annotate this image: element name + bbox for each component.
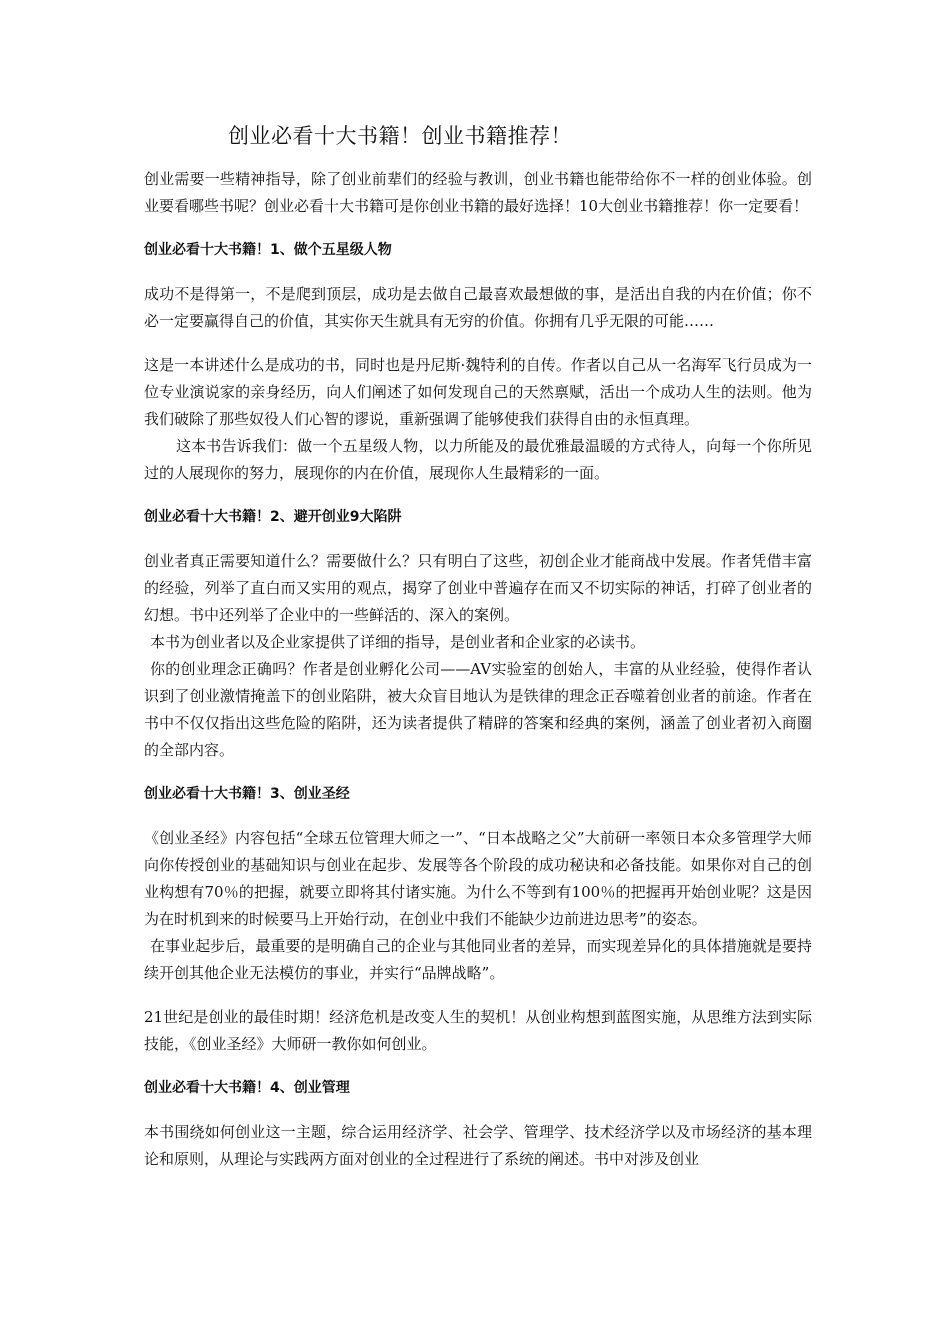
- section-paragraph: 创业者真正需要知道什么？需要做什么？只有明白了这些，初创企业才能商战中发展。作者凭借丰富的经验，列举了直白而又实用的观点，揭穿了创业中普遍存在而又不切实际的神话，打碎了创业者的幻想。书中还列举了企业中的一些鲜活的、深入的案例。: [144, 552, 812, 624]
- section-heading: 创业必看十大书籍！1、做个五星级人物: [144, 242, 392, 258]
- section-paragraph: 成功不是得第一，不是爬到顶层，成功是去做自己最喜欢最想做的事，是活出自我的内在价值；你不必一定要赢得自己的价值，其实你天生就具有无穷的价值。你拥有几乎无限的可能……: [144, 285, 812, 330]
- section-paragraph: 21世纪是创业的最佳时期！经济危机是改变人生的契机！从创业构想到蓝图实施，从思维方法到实际技能，《创业圣经》大师研一教你如何创业。: [144, 1008, 812, 1053]
- section-heading: 创业必看十大书籍！3、创业圣经: [144, 786, 350, 802]
- section-heading: 创业必看十大书籍！2、避开创业9大陷阱: [144, 509, 402, 525]
- section-paragraph: 本书围绕如何创业这一主题，综合运用经济学、社会学、管理学、技术经济学以及市场经济的基本理论和原则，从理论与实践两方面对创业的全过程进行了系统的阐述。书中对涉及创业: [144, 1123, 812, 1168]
- section-heading: 创业必看十大书籍！4、创业管理: [144, 1080, 350, 1096]
- intro-paragraph: 创业需要一些精神指导，除了创业前辈们的经验与教训，创业书籍也能带给你不一样的创业体验。创业要看哪些书呢？创业必看十大书籍可是你创业书籍的最好选择！10大创业书籍推荐！你一定要看！: [144, 170, 812, 215]
- section-paragraph: 在事业起步后，最重要的是明确自己的企业与其他同业者的差异，而实现差异化的具体措施就是要持续开创其他企业无法模仿的事业，并实行“品牌战略”。: [144, 937, 812, 982]
- section-paragraph: 《创业圣经》内容包括“全球五位管理大师之一”、“日本战略之父”大前研一率领日本众多管理学大师向你传授创业的基础知识与创业在起步、发展等各个阶段的成功秘诀和必备技能。如果你对自己的创业构想有70％的把握，就要立即将其付诸实施。为什么不等到有100％的把握再开始创业呢？这是因为在时机到来的时候要马上开始行动，在创业中我们不能缺少边前进边思考”的姿态。: [144, 829, 812, 928]
- document-title: 创业必看十大书籍！创业书籍推荐！: [228, 124, 572, 148]
- section-paragraph: 本书为创业者以及企业家提供了详细的指导，是创业者和企业家的必读书。: [150, 633, 646, 651]
- section-paragraph: 你的创业理念正确吗？作者是创业孵化公司——AV实验室的创始人，丰富的从业经验，使得作者认识到了创业激情掩盖下的创业陷阱，被大众盲目地认为是铁律的理念正吞噬着创业者的前途。作者在书中不仅仅指出这些危险的陷阱，还为读者提供了精辟的答案和经典的案例，涵盖了创业者初入商圈的全部内容。: [144, 660, 812, 759]
- section-paragraph: 这本书告诉我们：做一个五星级人物，以力所能及的最优雅最温暖的方式待人，向每一个你所见过的人展现你的努力，展现你的内在价值，展现你人生最精彩的一面。: [144, 437, 812, 482]
- section-paragraph: 这是一本讲述什么是成功的书，同时也是丹尼斯·魏特利的自传。作者以自己从一名海军飞行员成为一位专业演说家的亲身经历，向人们阐述了如何发现自己的天然禀赋，活出一个成功人生的法则。他为我们破除了那些奴役人们心智的谬说，重新强调了能够使我们获得自由的永恒真理。: [144, 356, 812, 428]
- document-body: [144, 166, 812, 1173]
